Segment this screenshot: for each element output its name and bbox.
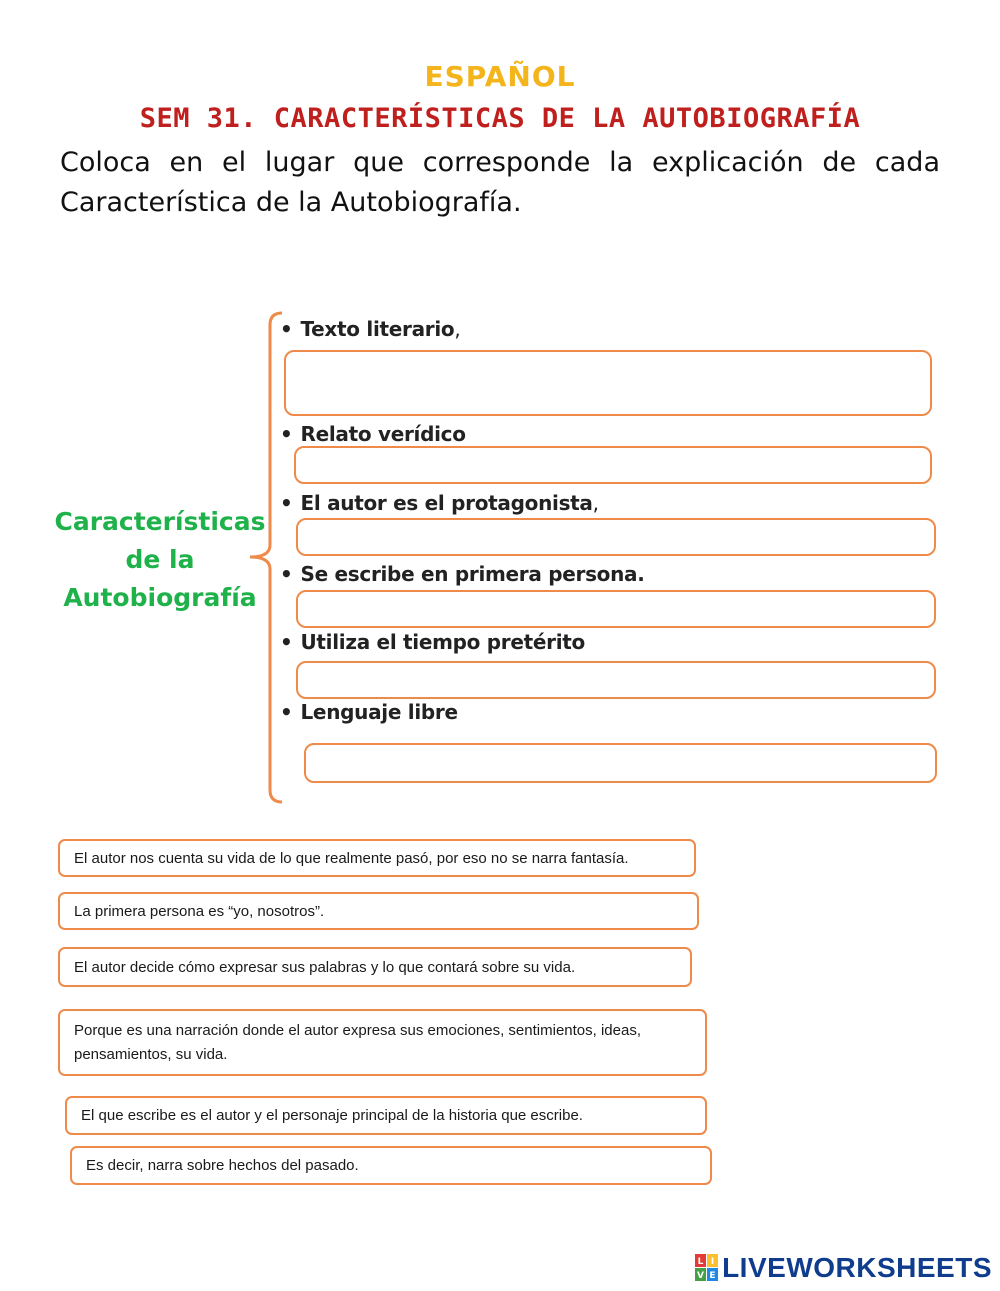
liveworksheets-logo bbox=[695, 1253, 992, 1283]
feature-label: Texto literario bbox=[300, 317, 455, 341]
feature-texto-literario bbox=[280, 317, 460, 341]
drop-zone-tiempo-preterito[interactable] bbox=[296, 661, 936, 699]
bracket-connector bbox=[240, 305, 293, 810]
live-badge-icon bbox=[695, 1254, 719, 1282]
feature-primera-persona bbox=[280, 562, 645, 586]
answer-card[interactable] bbox=[70, 1146, 712, 1185]
feature-relato-veridico bbox=[280, 422, 466, 446]
answer-card[interactable] bbox=[58, 1009, 707, 1076]
feature-tiempo-preterito bbox=[280, 630, 585, 654]
feature-label: Lenguaje libre bbox=[300, 700, 458, 724]
subject-heading: ESPAÑOL bbox=[424, 60, 576, 93]
drop-zone-lenguaje-libre[interactable] bbox=[304, 743, 937, 783]
drop-zone-relato-veridico[interactable] bbox=[294, 446, 932, 484]
answer-card-text: Porque es una narración donde el autor expresa sus emociones, sentimientos, ideas, pensamientos, su vida. bbox=[74, 1022, 642, 1063]
bullet: • bbox=[280, 317, 293, 341]
worksheet-title: SEM 31. CARACTERÍSTICAS DE LA AUTOBIOGRAFÍA bbox=[139, 103, 861, 134]
bullet: • bbox=[280, 422, 293, 446]
instruction-text: Coloca en el lugar que corresponde la explicación de cada Característica de la Autobiografía. bbox=[60, 147, 940, 218]
drop-zone-texto-literario[interactable] bbox=[284, 350, 932, 416]
bullet: • bbox=[280, 562, 293, 586]
badge-letter: I bbox=[710, 1257, 715, 1267]
concept-line: Características bbox=[54, 507, 266, 536]
bullet: • bbox=[280, 700, 293, 724]
drop-zone-primera-persona[interactable] bbox=[296, 590, 936, 628]
answer-card[interactable] bbox=[58, 839, 696, 877]
answer-card-text: El autor decide cómo expresar sus palabras y lo que contará sobre su vida. bbox=[74, 958, 576, 976]
concept-line: Autobiografía bbox=[63, 583, 257, 612]
badge-letter: L bbox=[697, 1257, 704, 1267]
feature-label: El autor es el protagonista bbox=[300, 491, 593, 515]
bullet: • bbox=[280, 491, 293, 515]
bullet: • bbox=[280, 630, 293, 654]
drop-zone-autor-protagonista[interactable] bbox=[296, 518, 936, 556]
feature-punct: , bbox=[454, 317, 461, 341]
feature-lenguaje-libre bbox=[280, 700, 458, 724]
answer-card-text: El autor nos cuenta su vida de lo que realmente pasó, por eso no se narra fantasía. bbox=[74, 849, 629, 867]
badge-letter: E bbox=[709, 1271, 716, 1281]
feature-label: Se escribe en primera persona. bbox=[300, 562, 645, 586]
answer-card-text: Es decir, narra sobre hechos del pasado. bbox=[86, 1157, 359, 1174]
feature-label: Relato verídico bbox=[300, 422, 466, 446]
answer-card[interactable] bbox=[65, 1096, 707, 1135]
answer-card-text: El que escribe es el autor y el personaje principal de la historia que escribe. bbox=[81, 1107, 583, 1124]
badge-letter: V bbox=[697, 1271, 705, 1281]
feature-punct: , bbox=[592, 491, 599, 515]
logo-text: LIVEWORKSHEETS bbox=[722, 1252, 992, 1283]
concept-line: de la bbox=[125, 545, 195, 574]
feature-autor-protagonista bbox=[280, 491, 599, 515]
feature-label: Utiliza el tiempo pretérito bbox=[300, 630, 585, 654]
answer-card[interactable] bbox=[58, 947, 692, 987]
answer-card-text: La primera persona es “yo, nosotros”. bbox=[74, 902, 325, 920]
answer-card[interactable] bbox=[58, 892, 699, 930]
